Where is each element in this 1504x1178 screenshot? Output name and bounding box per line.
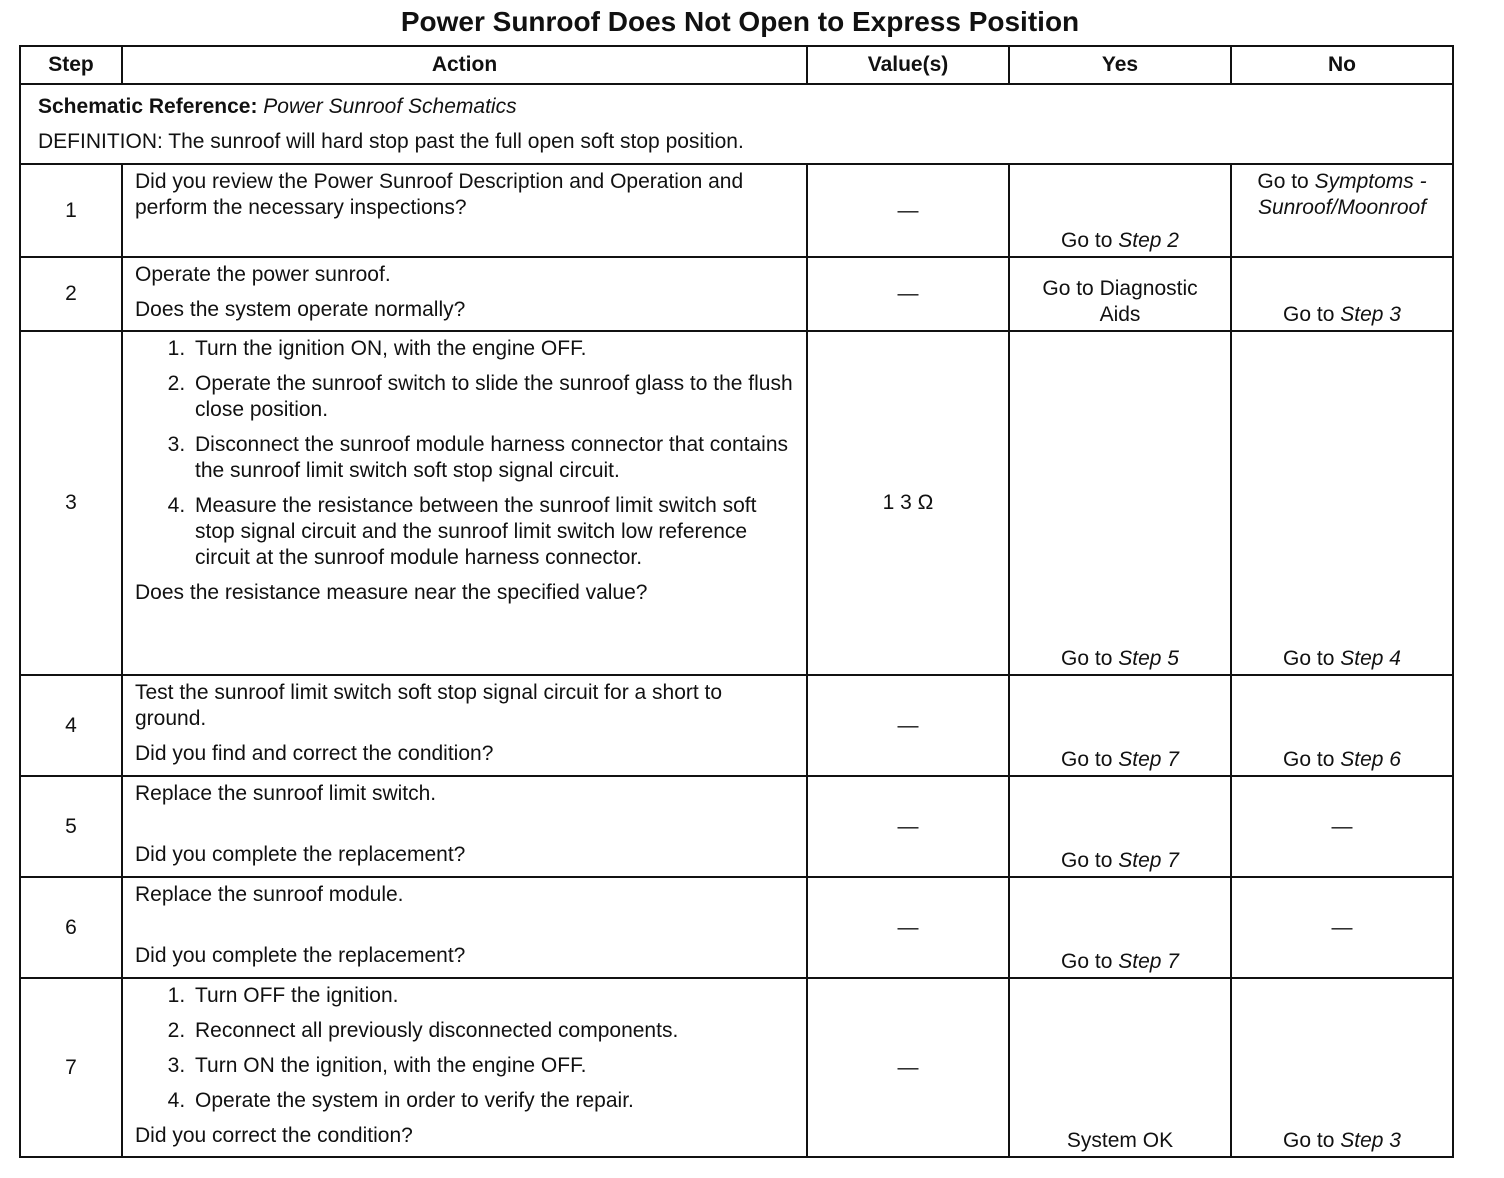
step-number: 7 (20, 978, 122, 1157)
step-value: — (807, 978, 1009, 1157)
no-target[interactable]: Symptoms - Sunroof/Moonroof (1257, 170, 1427, 219)
goto-text: Go to (1061, 229, 1113, 252)
definition-text: DEFINITION: The sunroof will hard stop past the full open soft stop position. (38, 130, 744, 153)
no-action[interactable] (1231, 164, 1453, 257)
header-yes: Yes (1009, 46, 1231, 84)
list-item: 4. Operate the system in order to verify the repair. (191, 1088, 794, 1114)
step-question: Did you review the Power Sunroof Description and Operation and perform the necessary inspections? (135, 170, 744, 219)
table-row (20, 331, 1453, 675)
no-action[interactable] (1231, 675, 1453, 776)
step-question: Did you correct the condition? (135, 1124, 413, 1147)
goto-text: Go to (1283, 1129, 1335, 1152)
no-action[interactable] (1231, 257, 1453, 331)
list-item: 2. Reconnect all previously disconnected components. (191, 1018, 794, 1044)
yes-action[interactable] (1009, 877, 1231, 978)
no-action[interactable] (1231, 331, 1453, 675)
step-number: 1 (20, 164, 122, 257)
step-instruction: Operate the power sunroof. (135, 263, 391, 286)
step-instruction: Test the sunroof limit switch soft stop signal circuit for a short to ground. (135, 681, 723, 730)
goto-text: Go to (1257, 170, 1309, 193)
step-value: — (807, 257, 1009, 331)
goto-text: Go to (1061, 647, 1113, 670)
procedure-list (135, 983, 794, 1114)
yes-action[interactable]: Go to Diagnostic Aids (1009, 257, 1231, 331)
step-question: Did you complete the replacement? (135, 843, 466, 866)
step-number: 5 (20, 776, 122, 877)
header-step: Step (20, 46, 122, 84)
step-value: — (807, 164, 1009, 257)
step-value: — (807, 877, 1009, 978)
step-value: — (807, 675, 1009, 776)
table-row (20, 978, 1453, 1157)
yes-action[interactable] (1009, 164, 1231, 257)
yes-target[interactable]: Step 7 (1118, 849, 1179, 872)
goto-text: Go to (1061, 950, 1113, 973)
goto-text: Go to (1061, 748, 1113, 771)
no-target[interactable]: Step 6 (1340, 748, 1401, 771)
yes-target[interactable]: Step 2 (1118, 229, 1179, 252)
page-title: Power Sunroof Does Not Open to Express Position (400, 6, 1080, 37)
goto-text: Go to (1061, 849, 1113, 872)
yes-target[interactable]: Step 5 (1118, 647, 1179, 670)
goto-text: Go to (1283, 748, 1335, 771)
header-no: No (1231, 46, 1453, 84)
yes-action[interactable] (1009, 675, 1231, 776)
yes-action[interactable] (1009, 331, 1231, 675)
no-target[interactable]: Step 3 (1340, 1129, 1401, 1152)
list-item: 2. Operate the sunroof switch to slide the sunroof glass to the flush close position. (191, 371, 794, 423)
table-row (20, 675, 1453, 776)
yes-action[interactable] (1009, 776, 1231, 877)
step-question: Does the system operate normally? (135, 298, 466, 321)
list-item: 1. Turn the ignition ON, with the engine OFF. (191, 336, 794, 362)
table-row (20, 164, 1453, 257)
no-target[interactable]: Step 3 (1340, 303, 1401, 326)
yes-action[interactable]: System OK (1009, 978, 1231, 1157)
no-action: — (1231, 776, 1453, 877)
list-item: 3. Disconnect the sunroof module harness connector that contains the sunroof limit switch soft stop signal circuit. (191, 432, 794, 484)
no-action[interactable] (1231, 978, 1453, 1157)
step-value: — (807, 776, 1009, 877)
header-action: Action (122, 46, 807, 84)
no-target[interactable]: Step 4 (1340, 647, 1401, 670)
no-action: — (1231, 877, 1453, 978)
goto-text: Go to (1283, 303, 1335, 326)
table-row (20, 776, 1453, 877)
yes-target[interactable]: Step 7 (1118, 950, 1179, 973)
goto-text: Go to (1283, 647, 1335, 670)
schematic-reference-label: Schematic Reference: (38, 95, 258, 118)
step-number: 4 (20, 675, 122, 776)
list-item: 1. Turn OFF the ignition. (191, 983, 794, 1009)
table-header-row (20, 46, 1453, 84)
procedure-list (135, 336, 794, 571)
list-item: 3. Turn ON the ignition, with the engine OFF. (191, 1053, 794, 1079)
list-item: 4. Measure the resistance between the sunroof limit switch soft stop signal circuit and the sunroof limit switch low reference circuit at the sunroof module harness connector. (191, 493, 794, 571)
step-number: 3 (20, 331, 122, 675)
table-row (20, 257, 1453, 331)
step-number: 2 (20, 257, 122, 331)
reference-row (20, 84, 1453, 164)
yes-target[interactable]: Step 7 (1118, 748, 1179, 771)
step-instruction: Replace the sunroof limit switch. (135, 782, 437, 805)
step-value: 1 3 Ω (807, 331, 1009, 675)
step-instruction: Replace the sunroof module. (135, 883, 404, 906)
schematic-reference-link[interactable]: Power Sunroof Schematics (263, 95, 517, 118)
table-row (20, 877, 1453, 978)
header-values: Value(s) (807, 46, 1009, 84)
step-question: Does the resistance measure near the specified value? (135, 581, 648, 604)
diagnostic-table (19, 45, 1454, 1158)
step-question: Did you complete the replacement? (135, 944, 466, 967)
step-number: 6 (20, 877, 122, 978)
step-question: Did you find and correct the condition? (135, 742, 494, 765)
